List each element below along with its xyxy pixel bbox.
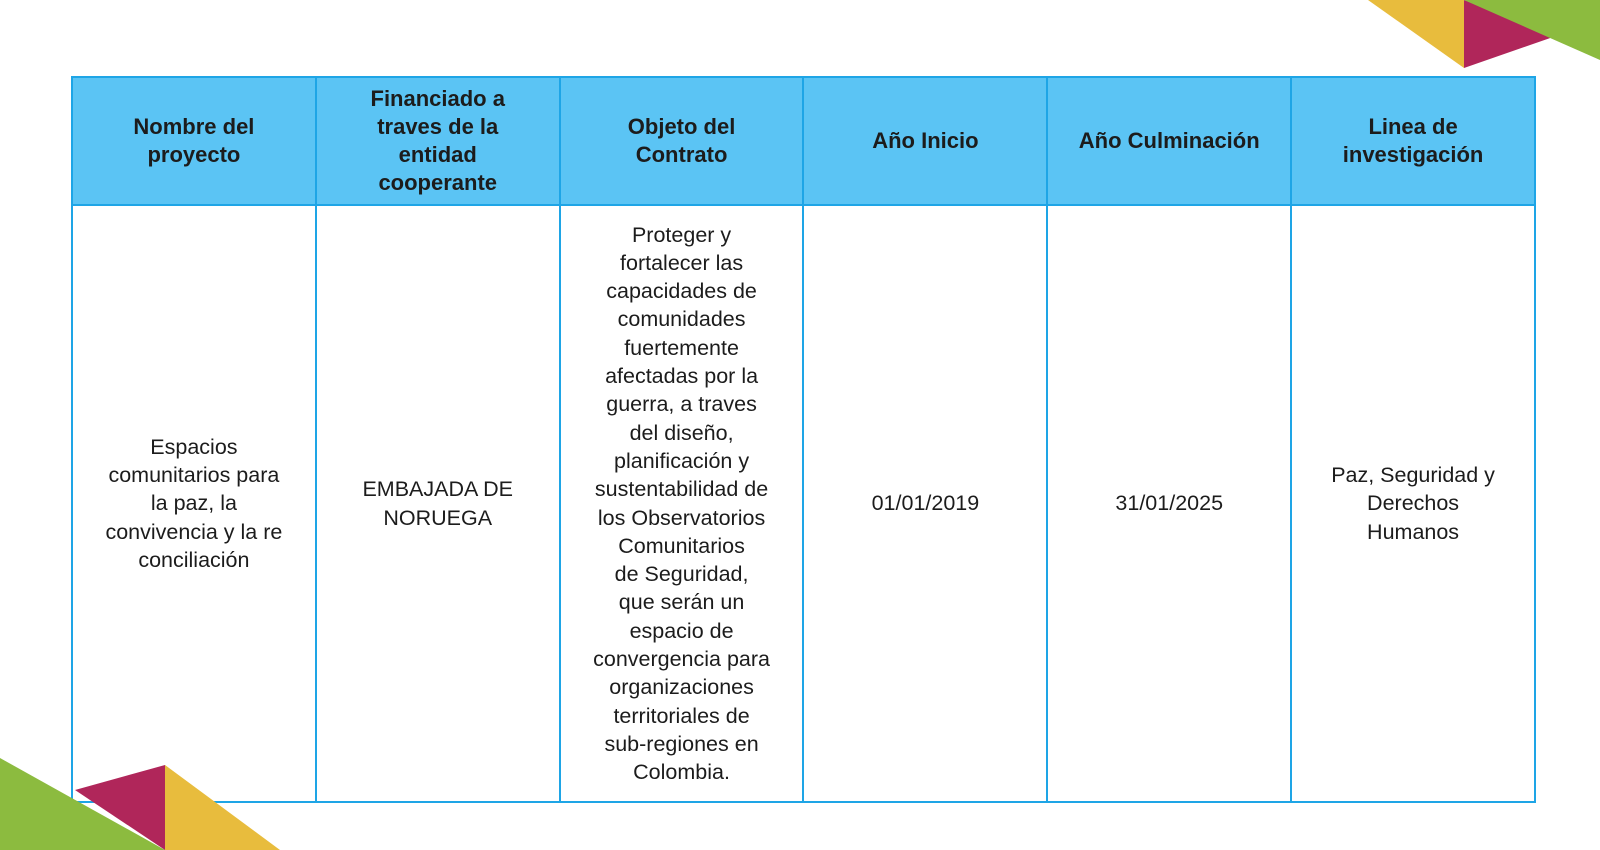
header-financiado: Financiado a traves de la entidad cooperante [316,77,560,205]
project-table-container [71,76,1536,803]
cell-ano-inicio: 01/01/2019 [803,205,1047,802]
header-ano-inicio: Año Inicio [803,77,1047,205]
header-nombre-del-proyecto: Nombre del proyecto [72,77,316,205]
decorative-triangles-top-right [1360,0,1600,70]
header-objeto-del-contrato: Objeto del Contrato [560,77,804,205]
table-row [72,205,1535,802]
yellow-triangle [1368,0,1464,68]
cell-linea-de-investigacion: Paz, Seguridad y Derechos Humanos [1291,205,1535,802]
cell-financiado: EMBAJADA DE NORUEGA [316,205,560,802]
yellow-triangle [165,765,280,850]
table-header-row [72,77,1535,205]
cell-ano-culminacion: 31/01/2025 [1047,205,1291,802]
header-ano-culminacion: Año Culminación [1047,77,1291,205]
header-linea-de-investigacion: Linea de investigación [1291,77,1535,205]
cell-objeto-del-contrato: Proteger y fortalecer las capacidades de comunidades fuertemente afectadas por la guerra, a traves del diseño, planificación y sustentabilidad de los Observatorios Comunitarios de Seguridad, que serán un espacio de convergencia para organizaciones territoriales de sub-regiones en Colombia. [560,205,804,802]
cell-nombre-del-proyecto: Espacios comunitarios para la paz, la convivencia y la re conciliación [72,205,316,802]
project-table [71,76,1536,803]
decorative-triangles-bottom-left [0,750,290,850]
